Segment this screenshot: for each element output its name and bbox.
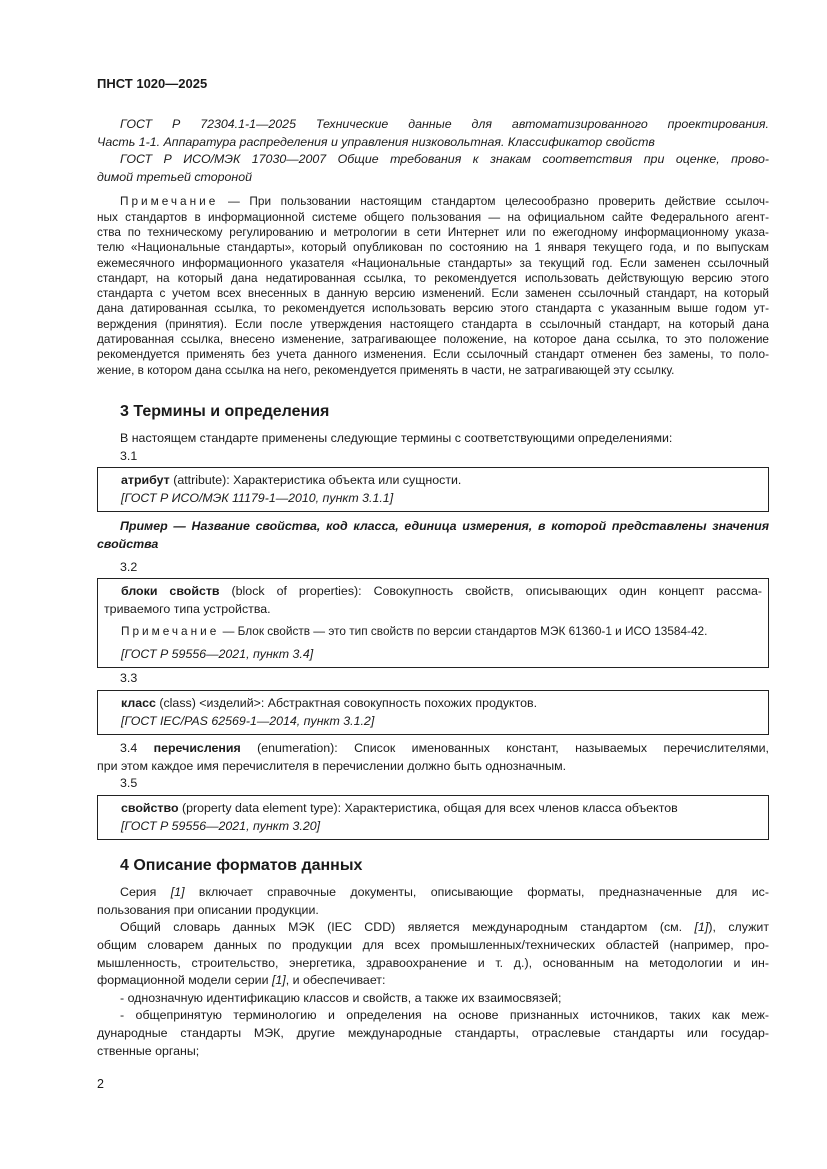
paragraph-line xyxy=(97,884,769,902)
note-line: ежемесячного информационного указателя «Национальные стандарты» за текущий год. Если заменен ссылочный xyxy=(97,255,769,270)
paragraph-line: пользования при описании продукции. xyxy=(97,902,319,917)
citation-link: [1] xyxy=(271,973,286,988)
note-line: жение, в котором дана ссылка на него, рекомендуется применять в части, не затрагивающей эту ссылку. xyxy=(97,362,675,377)
term-source: [ГОСТ Р ИСО/МЭК 11179-1—2010, пункт 3.1.1] xyxy=(121,490,394,505)
note-line: дана датированная ссылка, то рекомендуется использовать версию этого стандарта с указанным выше годом ут- xyxy=(97,301,769,316)
note-block xyxy=(97,194,769,378)
term-source: [ГОСТ Р 59556—2021, пункт 3.20] xyxy=(121,818,321,833)
text: Серия xyxy=(120,885,171,900)
term-definition: при этом каждое имя перечислителя в перечислении должно быть однозначным. xyxy=(97,758,567,773)
note-line: телю «Национальные стандарты», который опубликован по состоянию на 1 января текущего года, и по выпускам xyxy=(97,240,769,255)
document-page xyxy=(97,76,769,1092)
text: Общий словарь данных МЭК (IEC CDD) является международным стандартом (см. xyxy=(120,920,695,935)
term-source: [ГОСТ IEC/PAS 62569-1—2014, пункт 3.1.2] xyxy=(121,713,375,728)
term-number: 3.2 xyxy=(120,559,138,574)
term-note xyxy=(98,623,762,641)
paragraph-line: мышленность, строительство, энергетика, здравоохранение и т. д.), основанным на методологии и ин- xyxy=(97,955,769,970)
term: блоки свойств xyxy=(121,584,220,599)
citation-link: [1] xyxy=(170,885,185,900)
note-line: ства по техническому регулированию и метрологии в сети Интернет или по ежегодному информационному указа- xyxy=(97,224,769,239)
text: включает справочные документы, описывающие форматы, предназначенные для ис- xyxy=(184,885,769,900)
note-line: рекомендуется применять без учета данного изменения. Если ссылочный стандарт отменен без замены, то поло- xyxy=(97,347,769,362)
section-3-heading: 3 Термины и определения xyxy=(120,402,330,420)
term-box-class xyxy=(97,690,769,735)
term-source: [ГОСТ Р 59556—2021, пункт 3.4] xyxy=(121,646,314,661)
term: атрибут xyxy=(121,473,170,488)
term-definition xyxy=(98,472,762,490)
example-line: свойства xyxy=(97,536,159,551)
text: ), служит xyxy=(708,920,769,935)
note-line: стандарт, на который дана недатированная ссылка, то рекомендуется использовать действующую версию этого xyxy=(97,270,769,285)
term-definition xyxy=(98,583,762,601)
reference-line: ГОСТ Р 72304.1-1—2025 Технические данные для автоматизированного проектирования. xyxy=(120,117,769,131)
reference-line: димой третьей стороной xyxy=(97,169,252,184)
reference-line: ГОСТ Р ИСО/МЭК 17030—2007 Общие требования к знакам соответствия при оценке, прово- xyxy=(120,152,769,167)
note-line: ных стандартов в информационной системе общего пользования — на официальном сайте Федерального агент- xyxy=(97,209,769,224)
term-definition xyxy=(98,800,762,818)
section-3-intro: В настоящем стандарте применены следующие термины с соответствующими определениями: xyxy=(120,430,673,445)
term-definition: триваемого типа устройства. xyxy=(104,601,271,616)
paragraph-line: общим словарем данных по продукции для всех промышленных/технических областей (например, про- xyxy=(97,938,769,952)
document-header: ПНСТ 1020—2025 xyxy=(97,76,208,91)
term: класс xyxy=(121,696,156,711)
paragraph-line xyxy=(97,919,769,937)
term-enumeration xyxy=(97,740,769,758)
list-item-line: дународные стандарты МЭК, другие международные стандарты, отраслевые стандарты или государ- xyxy=(97,1025,769,1040)
definition: (attribute): Характеристика объекта или сущности. xyxy=(169,473,462,488)
note-text: — Блок свойств — это тип свойств по версии стандартов МЭК 61360-1 и ИСО 13584-42. xyxy=(219,624,708,639)
term-box-attribute xyxy=(97,467,769,512)
page-number: 2 xyxy=(97,1077,104,1092)
term-number: 3.1 xyxy=(120,448,138,463)
term-number: 3.5 xyxy=(120,776,138,791)
section-4-heading: 4 Описание форматов данных xyxy=(120,857,363,875)
definition: (enumeration): Список именованных констант, называемых перечислителями, xyxy=(240,741,769,756)
citation-link: [1] xyxy=(694,920,709,935)
paragraph-line xyxy=(97,972,769,990)
example-line: Пример — Название свойства, код класса, единица измерения, в которой представлены значения xyxy=(120,519,769,534)
note-line: стандарта с учетом всех внесенных в данную версию изменений. Если заменен ссылочный стандарт, на который xyxy=(97,286,769,301)
term-box-block-of-properties xyxy=(97,578,769,668)
term-box-property xyxy=(97,795,769,840)
term-definition xyxy=(98,695,762,713)
text: , и обеспечивает: xyxy=(285,973,386,988)
normative-references xyxy=(97,116,769,186)
term-number: 3.4 xyxy=(120,741,154,756)
list-item: - однозначную идентификацию классов и свойств, а также их взаимосвязей; xyxy=(120,990,562,1005)
note-label: Примечание xyxy=(121,624,220,639)
list-item: - общепринятую терминологию и определения на основе признанных источников, таких как меж- xyxy=(120,1008,769,1023)
list-item-line: ственные органы; xyxy=(97,1043,200,1058)
definition: (block of properties): Совокупность свойств, описывающих один концепт рассма- xyxy=(219,584,762,599)
note-line xyxy=(97,194,769,209)
note-line: датированная ссылка, внесено изменение, затрагивающее положение, на которое дана ссылка, то это положение xyxy=(97,332,769,347)
term-number: 3.3 xyxy=(120,671,138,686)
term: перечисления xyxy=(153,741,241,756)
definition: (property data element type): Характеристика, общая для всех членов класса объектов xyxy=(178,801,678,816)
reference-line: Часть 1-1. Аппаратура распределения и управления низковольтная. Классификатор свойств xyxy=(97,134,655,149)
term: свойство xyxy=(121,801,179,816)
note-line: верждения (принятия). Если после утверждения настоящего стандарта в ссылочный стандарт, на который дана xyxy=(97,316,769,331)
definition: (class) <изделий>: Абстрактная совокупность похожих продуктов. xyxy=(155,696,538,711)
text: формационной модели серии xyxy=(97,973,272,988)
note-text: — При пользовании настоящим стандартом целесообразно проверить действие ссылоч- xyxy=(227,194,769,209)
note-label: Примечание xyxy=(120,194,219,209)
